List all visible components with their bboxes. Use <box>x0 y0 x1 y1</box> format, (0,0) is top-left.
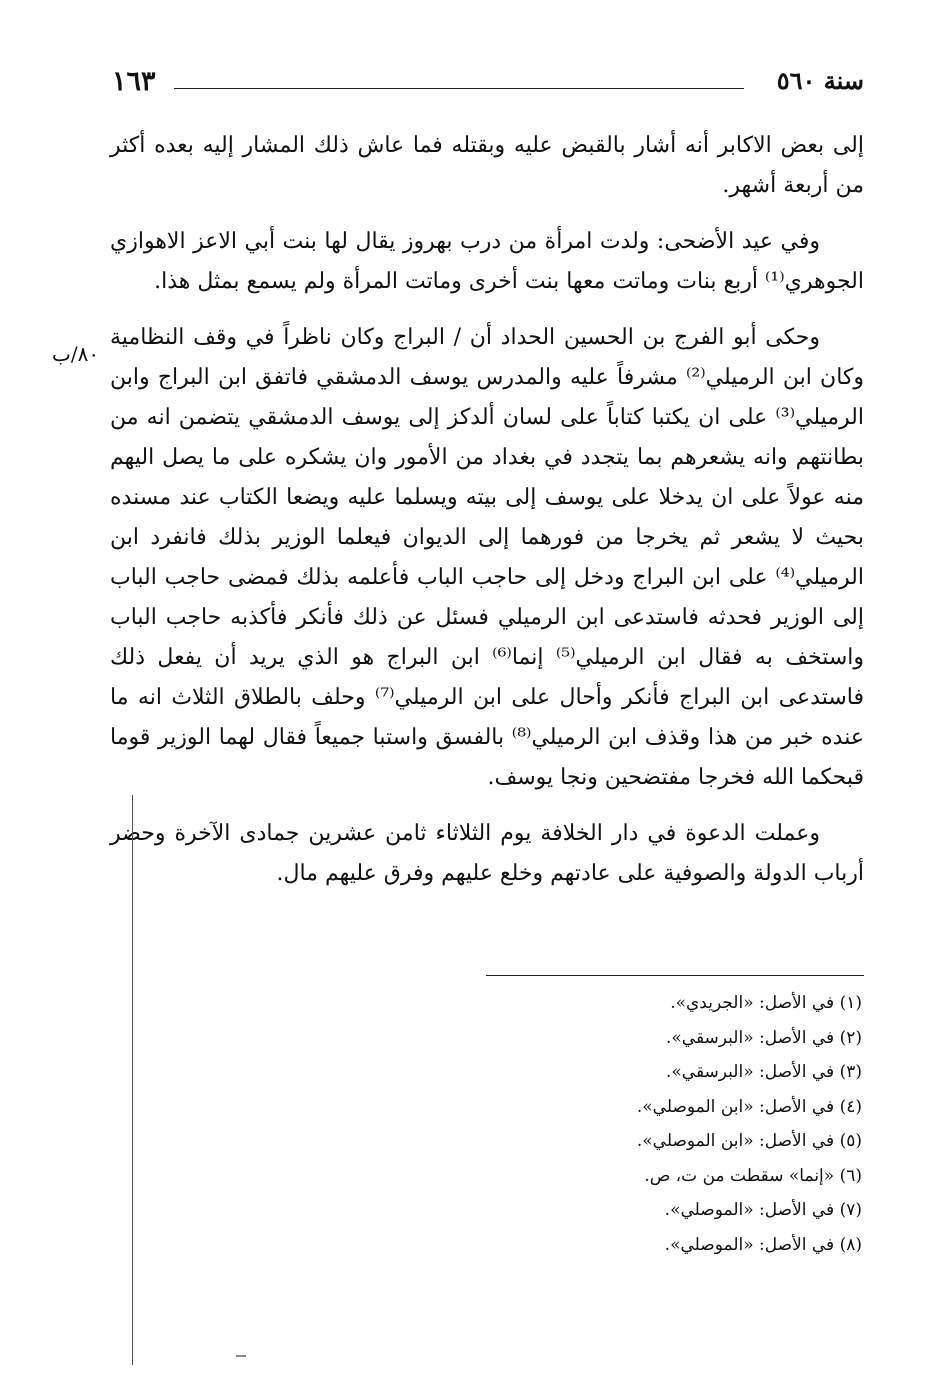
footnote-1: (١) في الأصل: «الجريدي». <box>670 993 862 1013</box>
footnote-2: (٢) في الأصل: «البرسقي». <box>665 1027 862 1048</box>
footnote-7: (٧) في الأصل: «الموصلي». <box>664 1200 862 1220</box>
manuscript-folio-marker: ٨٠/ب <box>52 342 100 366</box>
header-rule <box>174 88 744 89</box>
footnote-6: (٦) «إنما» سقطت من ت، ص. <box>644 1165 862 1186</box>
running-header <box>112 66 864 106</box>
footnote-4: (٤) في الأصل: «ابن الموصلي». <box>636 1096 862 1117</box>
footnotes <box>420 986 862 1262</box>
paragraph-abu-al-faraj-story: وحكى أبو الفرج بن الحسين الحداد أن / البراج وكان ناظراً في وقف النظامية وكان ابن الرميلي⁽²⁾ مشرفاً عليه والمدرس يوسف الدمشقي فاتفق ابن البراج وابن الرميلي⁽³⁾ على ان يكتبا كتاباً على لسان ألدكز إلى يوسف الدمشقي يتضمن انه من بطانتهم وانه يشعرهم بما يتجدد في بغداد من الأمور وان يشكره على ما يصل اليهم منه عولاً على ان يدخلا على يوسف إلى بيته ويسلما عليه ويضعا الكتاب عند مسنده بحيث لا يشعر ثم يخرجا من فورهما إلى الديوان فيعلما الوزير بذلك فانفرد ابن الرميلي⁽⁴⁾ على ابن البراج ودخل إلى حاجب الباب فأعلمه بذلك فمضى حاجب الباب إلى الوزير فحدثه فاستدعى ابن الرميلي فسئل عن ذلك فأنكر فأكذبه حاجب الباب واستخف به فقال ابن الرميلي⁽⁵⁾ إنما⁽⁶⁾ ابن البراج هو الذي يريد أن يفعل ذلك فاستدعى ابن البراج فأنكر وأحال على ابن الرميلي⁽⁷⁾ وحلف بالطلاق الثلاث انه ما عنده خبر من هذا وقذف ابن الرميلي⁽⁸⁾ بالفسق واستبا جميعاً فقال لهما الوزير قوما قبحكما الله فخرجا مفتضحين ونجا يوسف. <box>110 325 865 790</box>
footnote-5: (٥) في الأصل: «ابن الموصلي». <box>636 1131 862 1151</box>
footnote-3: (٣) في الأصل: «البرسقي». <box>665 1062 862 1082</box>
scan-speck <box>236 1355 246 1357</box>
footnote-8: (٨) في الأصل: «الموصلي». <box>664 1234 862 1255</box>
paragraph-caliphate-feast: وعملت الدعوة في دار الخلافة يوم الثلاثاء ثامن عشرين جمادى الآخرة وحضر أرباب الدولة والصوفية على عادتهم وخلع عليهم وفرق عليهم مال. <box>110 821 864 886</box>
running-title-year: سنة ٥٦٠ <box>776 66 864 95</box>
page-number: ١٦٣ <box>112 66 156 97</box>
footnote-separator <box>486 975 864 976</box>
scan-margin-line <box>132 795 133 1365</box>
paragraph-eid-al-adha: وفي عيد الأضحى: ولدت امرأة من درب بهروز يقال لها بنت أبي الاعز الاهوازي الجوهري⁽¹⁾ أربع بنات وماتت معها بنت أخرى وماتت المرأة ولم يسمع بمثل هذا. <box>110 229 864 294</box>
paragraph-continuation: إلى بعض الاكابر أنه أشار بالقبض عليه وبقتله فما عاش ذلك المشار إليه بعده أكثر من أربعة أشهر. <box>110 133 864 198</box>
main-text <box>110 126 864 910</box>
